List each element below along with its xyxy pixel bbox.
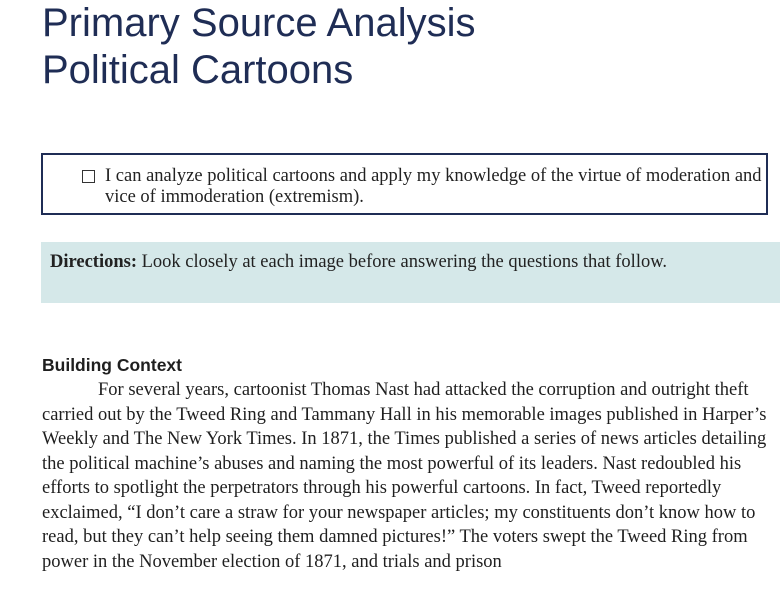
building-context-paragraph: For several years, cartoonist Thomas Nast had attacked the corruption and outright theft carried out by the Tweed Ring and Tammany Hall in his memorable images published in Harper’s Weekly and The New York Times. In 1871, the Times published a series of news articles detailing the political machine’s abuses and naming the most powerful of its leaders. Nast redoubled his efforts to spotlight the perpetrators through his powerful cartoons. In fact, Tweed reportedly exclaimed, “I don’t care a straw for your newspaper articles; my constituents don’t know how to read, but they can’t help seeing them damned pictures!” The voters swept the Tweed Ring from power in the November election of 1871, and trials and prison <box>42 380 767 572</box>
building-context-heading: Building Context <box>42 355 182 375</box>
directions-label: Directions: <box>50 252 137 272</box>
directions-box <box>41 242 780 303</box>
directions-text: Look closely at each image before answering the questions that follow. <box>137 252 667 272</box>
page-title <box>42 0 475 94</box>
objective-text: I can analyze political cartoons and apply my knowledge of the virtue of moderation and vice of immoderation (extremism). <box>105 166 762 207</box>
objective-checkbox[interactable] <box>82 170 95 183</box>
page-title-line-1: Primary Source Analysis <box>42 1 476 45</box>
learning-objective-box <box>41 153 768 215</box>
page-title-line-2: Political Cartoons <box>42 48 354 92</box>
